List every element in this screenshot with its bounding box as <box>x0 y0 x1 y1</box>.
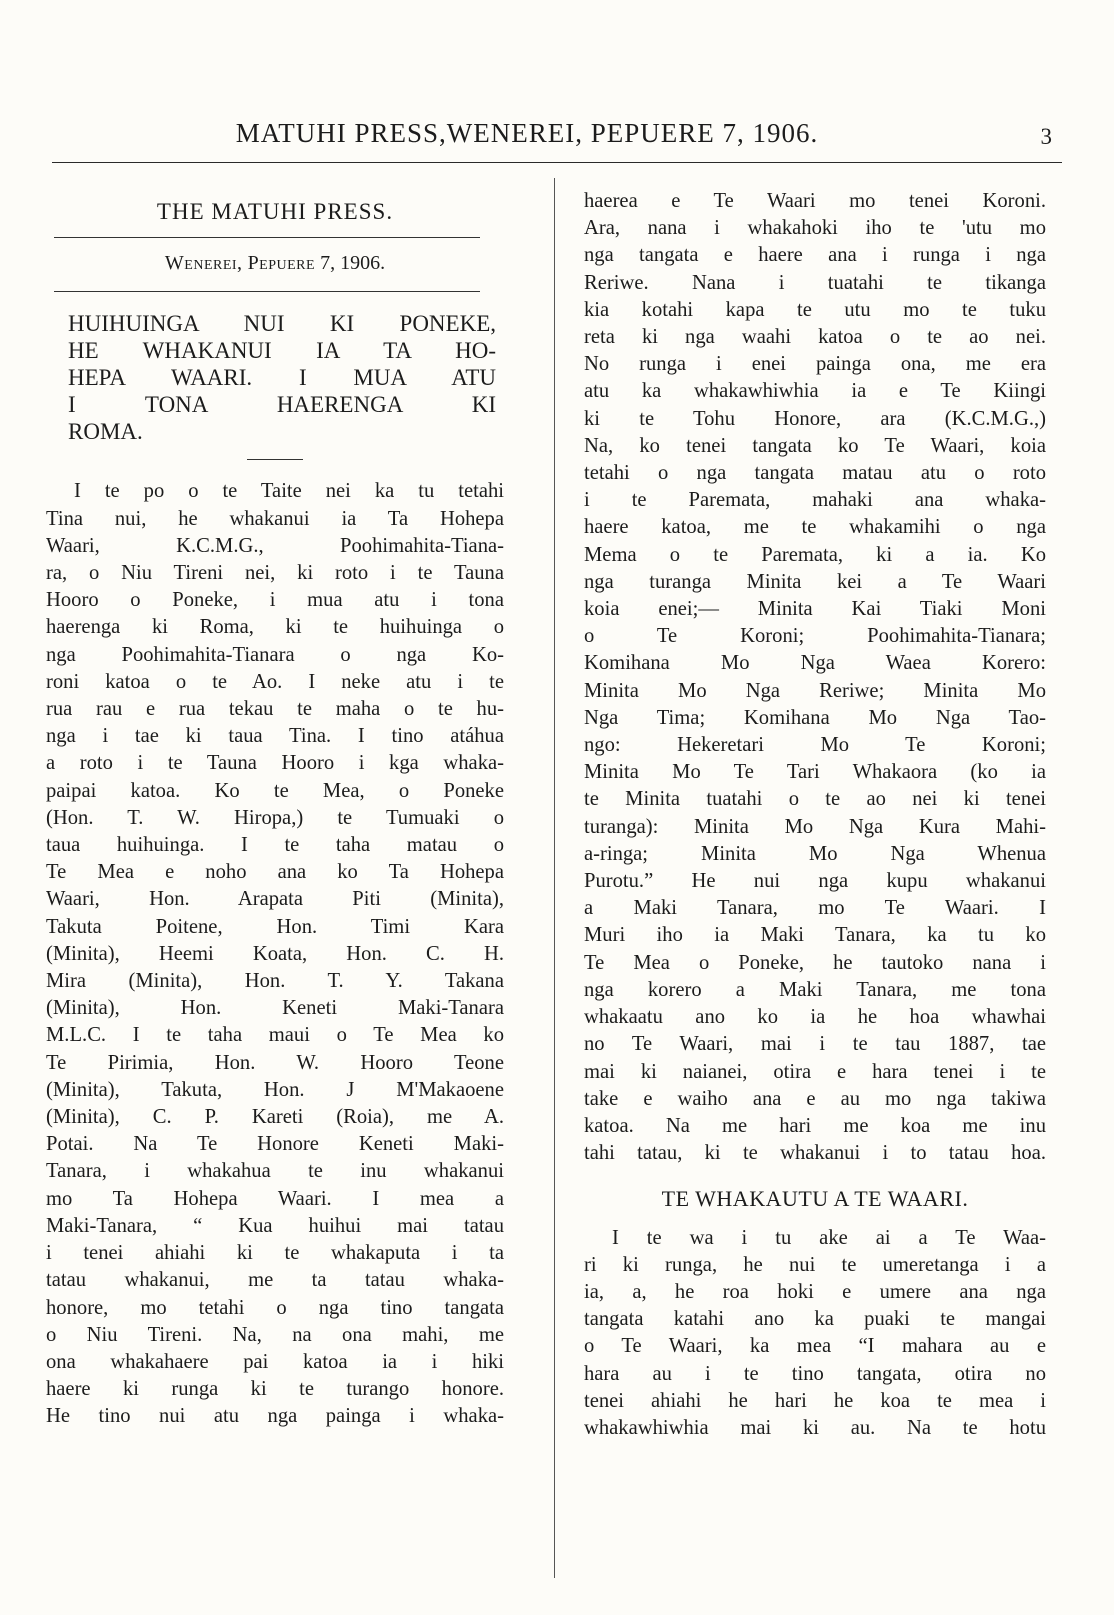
body-line: Te Mea e noho ana ko Ta Hohepa <box>46 861 504 884</box>
headline-line: HEPA WAARI. I MUA ATU <box>68 365 496 391</box>
body-line: o Te Koroni; Poohimahita-Tianara; <box>584 625 1046 648</box>
body-line: Minita Mo Te Tari Whakaora (ko ia <box>584 761 1046 784</box>
body-line: Mira (Minita), Hon. T. Y. Takana <box>46 970 504 993</box>
headline-line: ROMA. <box>68 419 143 445</box>
body-line: Na, ko tenei tangata ko Te Waari, koia <box>584 434 1046 457</box>
body-line: whakawhiwhia mai ki au. Na te hotu <box>584 1416 1046 1439</box>
body-line: a-ringa; Minita Mo Nga Whenua <box>584 842 1046 865</box>
body-line: M.L.C. I te taha maui o Te Mea ko <box>46 1024 504 1047</box>
body-line: mai ki naianei, otira e hara tenei i te <box>584 1060 1046 1083</box>
body-line: ki te Tohu Honore, ara (K.C.M.G.,) <box>584 407 1046 430</box>
body-line: tahi tatau, ki te whakanui i to tatau hoa. <box>584 1142 1046 1165</box>
body-line: (Minita), C. P. Kareti (Roia), me A. <box>46 1106 504 1129</box>
body-line: honore, mo tetahi o nga tino tangata <box>46 1296 504 1319</box>
body-line: I te po o te Taite nei ka tu tetahi <box>74 480 504 503</box>
body-line: nga tangata e haere ana i runga i nga <box>584 244 1046 267</box>
body-line: Waari, K.C.M.G., Poohimahita-Tiana- <box>46 534 504 557</box>
body-line: rua rau e rua tekau te maha o te hu- <box>46 698 504 721</box>
body-line: i te Paremata, mahaki ana whaka- <box>584 489 1046 512</box>
body-line: take e waiho ana e au mo nga takiwa <box>584 1087 1046 1110</box>
left-column <box>46 188 504 1431</box>
dateline-month: Pepuere <box>247 252 316 275</box>
section-subhead: TE WHAKAUTU A TE WAARI. <box>661 1186 969 1212</box>
body-line: Tanara, i whakahua te inu whakanui <box>46 1160 504 1183</box>
body-line: (Minita), Heemi Koata, Hon. C. H. <box>46 942 504 965</box>
body-line: Takuta Poitene, Hon. Timi Kara <box>46 915 504 938</box>
body-line: He tino nui atu nga painga i whaka- <box>46 1405 504 1428</box>
article-headline <box>68 310 496 445</box>
body-line: roni katoa o te Ao. I neke atu i te <box>46 670 504 693</box>
body-line: atu ka whakawhiwhia ia e Te Kiingi <box>584 380 1046 403</box>
body-line: Te Pirimia, Hon. W. Hooro Teone <box>46 1051 504 1074</box>
body-line: turanga): Minita Mo Nga Kura Mahi- <box>584 815 1046 838</box>
body-line: ngo: Hekeretari Mo Te Koroni; <box>584 734 1046 757</box>
body-line: te Minita tuatahi o te ao nei ki tenei <box>584 788 1046 811</box>
body-line: tangata katahi ano ka puaki te mangai <box>584 1308 1046 1331</box>
body-line: paipai katoa. Ko te Mea, o Poneke <box>46 779 504 802</box>
body-line: tatau whakanui, me ta tatau whaka- <box>46 1269 504 1292</box>
body-line: ri ki runga, he nui te umeretanga i a <box>584 1253 1046 1276</box>
article-body-continued <box>584 188 1046 1167</box>
body-line: haere katoa, me te whakamihi o nga <box>584 516 1046 539</box>
body-line: ia, a, he roa hoki e umere ana nga <box>584 1280 1046 1303</box>
dateline <box>46 250 504 277</box>
dateline-day: Wenerei, <box>164 252 243 275</box>
body-line: Purotu.” He nui nga kupu whakanui <box>584 870 1046 893</box>
dateline-rule <box>54 291 480 292</box>
body-line: haere ki runga ki te turango honore. <box>46 1378 504 1401</box>
running-title: MATUHI PRESS,WENEREI, PEPUERE 7, 1906. <box>235 118 819 148</box>
body-line: nga turanga Minita kei a Te Waari <box>584 570 1046 593</box>
body-line: o Te Waari, ka mea “I mahara au e <box>584 1335 1046 1358</box>
body-line: mo Ta Hohepa Waari. I mea a <box>46 1187 504 1210</box>
body-line: katoa. Na me hari me koa me inu <box>584 1114 1046 1137</box>
page-number: 3 <box>1040 124 1052 149</box>
body-line: tetahi o nga tangata matau atu o roto <box>584 462 1046 485</box>
body-line: I te wa i tu ake ai a Te Waa- <box>612 1226 1046 1249</box>
body-line: ra, o Niu Tireni nei, ki roto i te Tauna <box>46 562 504 585</box>
body-line: tenei ahiahi he hari he koa te mea i <box>584 1389 1046 1412</box>
article-body <box>46 478 504 1430</box>
headline-line: I TONA HAERENGA KI <box>68 392 496 418</box>
body-line: taua huihuinga. I te taha matau o <box>46 834 504 857</box>
body-line: i tenei ahiahi ki te whakaputa i ta <box>46 1242 504 1265</box>
headline-separator <box>247 459 303 460</box>
body-line: Nga Tima; Komihana Mo Nga Tao- <box>584 706 1046 729</box>
body-line: hara au i te tino tangata, otira no <box>584 1362 1046 1385</box>
body-line: ona whakahaere pai katoa ia i hiki <box>46 1350 504 1373</box>
body-line: haerenga ki Roma, ki te huihuinga o <box>46 616 504 639</box>
body-line: (Minita), Hon. Keneti Maki-Tanara <box>46 997 504 1020</box>
body-line: Tina nui, he whakanui ia Ta Hohepa <box>46 507 504 530</box>
dateline-date: 7, 1906. <box>320 252 386 275</box>
body-line: Potai. Na Te Honore Keneti Maki- <box>46 1133 504 1156</box>
running-head <box>56 118 1058 158</box>
body-line: Mema o te Paremata, ki a ia. Ko <box>584 543 1046 566</box>
masthead-rule <box>54 237 480 238</box>
body-line: no Te Waari, mai i te tau 1887, tae <box>584 1033 1046 1056</box>
body-line: kia kotahi kapa te utu mo te tuku <box>584 298 1046 321</box>
body-line: a roto i te Tauna Hooro i kga whaka- <box>46 752 504 775</box>
body-line: nga korero a Maki Tanara, me tona <box>584 978 1046 1001</box>
body-line: o Niu Tireni. Na, na ona mahi, me <box>46 1323 504 1346</box>
masthead: THE MATUHI PRESS. <box>156 199 394 224</box>
body-line: (Minita), Takuta, Hon. J M'Makaoene <box>46 1078 504 1101</box>
body-line: Muri iho ia Maki Tanara, ka tu ko <box>584 924 1046 947</box>
column-divider <box>554 178 555 1578</box>
body-line: whakaatu ano ko ia he hoa whawhai <box>584 1006 1046 1029</box>
body-line: Te Mea o Poneke, he tautoko nana i <box>584 951 1046 974</box>
headline-line: HUIHUINGA NUI KI PONEKE, <box>68 311 496 337</box>
body-line: No runga i enei painga ona, me era <box>584 353 1046 376</box>
body-line: koia enei;— Minita Kai Tiaki Moni <box>584 598 1046 621</box>
body-line: Minita Mo Nga Reriwe; Minita Mo <box>584 679 1046 702</box>
body-line: Waari, Hon. Arapata Piti (Minita), <box>46 888 504 911</box>
headline-line: HE WHAKANUI IA TA HO- <box>68 338 496 364</box>
body-line: nga Poohimahita-Tianara o nga Ko- <box>46 643 504 666</box>
body-line: a Maki Tanara, mo Te Waari. I <box>584 897 1046 920</box>
reply-body <box>584 1225 1046 1443</box>
body-line: nga i tae ki taua Tina. I tino atáhua <box>46 725 504 748</box>
body-line: Komihana Mo Nga Waea Korero: <box>584 652 1046 675</box>
body-line: reta ki nga waahi katoa o te ao nei. <box>584 326 1046 349</box>
header-rule <box>52 162 1062 163</box>
body-line: Reriwe. Nana i tuatahi te tikanga <box>584 271 1046 294</box>
body-line: Ara, nana i whakahoki iho te 'utu mo <box>584 217 1046 240</box>
body-line: Maki-Tanara, “ Kua huihui mai tatau <box>46 1214 504 1237</box>
body-line: (Hon. T. W. Hiropa,) te Tumuaki o <box>46 806 504 829</box>
body-line: haerea e Te Waari mo tenei Koroni. <box>584 190 1046 212</box>
body-line: Hooro o Poneke, i mua atu i tona <box>46 589 504 612</box>
right-column <box>584 188 1046 1442</box>
